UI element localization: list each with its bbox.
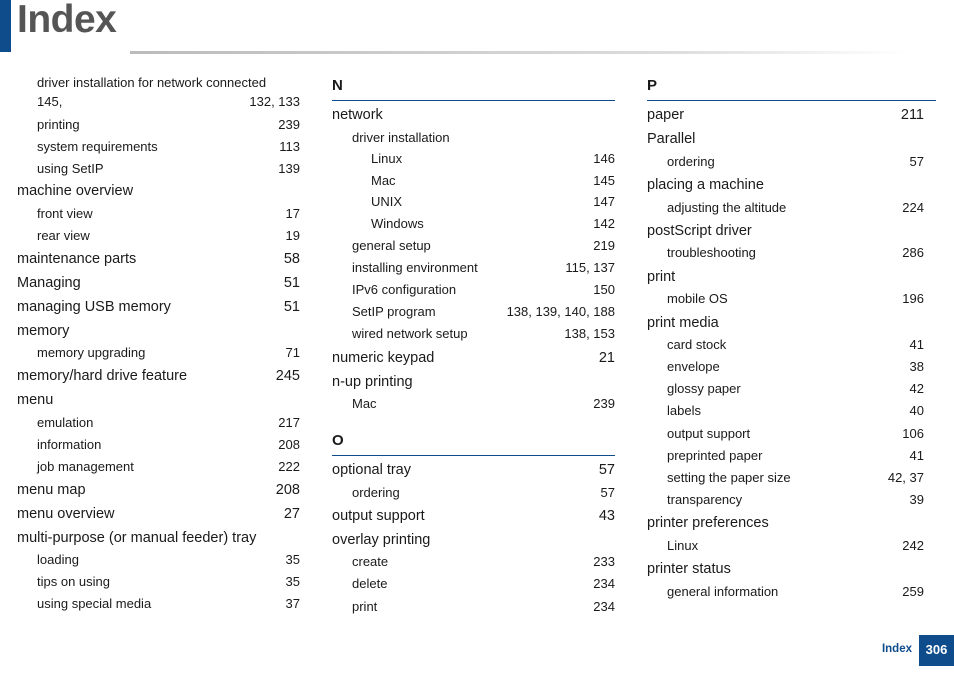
index-entry bbox=[647, 492, 930, 510]
index-entry-pages: 208 bbox=[278, 437, 300, 452]
index-entry bbox=[17, 206, 300, 224]
index-entry-label: output support bbox=[332, 508, 425, 524]
index-entry-label: labels bbox=[667, 403, 701, 418]
index-entry bbox=[17, 506, 300, 524]
index-entry bbox=[17, 392, 300, 410]
index-entry-label: glossy paper bbox=[667, 381, 741, 396]
index-entry-pages: 245 bbox=[275, 368, 300, 384]
index-entry bbox=[332, 508, 615, 526]
index-entry-label: troubleshooting bbox=[667, 245, 756, 260]
index-entry-pages: 222 bbox=[278, 459, 300, 474]
index-entry-label: using special media bbox=[37, 596, 152, 611]
index-entry-label: menu overview bbox=[17, 506, 115, 522]
index-entry-pages: 113 bbox=[279, 139, 300, 154]
index-entry bbox=[647, 584, 930, 602]
index-entry bbox=[17, 117, 300, 135]
index-entry-label: IPv6 configuration bbox=[352, 282, 457, 297]
index-entry-label: emulation bbox=[37, 415, 94, 430]
index-entry-label: Linux bbox=[371, 151, 403, 166]
index-entry-pages: 239 bbox=[278, 117, 300, 132]
index-entry-label: n-up printing bbox=[332, 374, 413, 390]
index-entry bbox=[17, 139, 300, 157]
index-entry bbox=[647, 403, 930, 421]
index-entry-pages: 27 bbox=[283, 506, 300, 522]
index-entry-label: network bbox=[332, 107, 383, 123]
index-entry-label: memory/hard drive feature bbox=[17, 368, 188, 384]
index-entry bbox=[332, 238, 615, 256]
index-entry bbox=[332, 462, 615, 480]
index-entry-pages: 219 bbox=[593, 238, 615, 253]
index-entry-label: rear view bbox=[37, 228, 90, 243]
index-entry-pages: 38 bbox=[909, 359, 924, 374]
index-entry-pages: 217 bbox=[278, 415, 300, 430]
index-entry-pages: 106 bbox=[902, 426, 924, 441]
index-entry bbox=[17, 228, 300, 246]
index-entry bbox=[647, 515, 930, 533]
index-entry bbox=[332, 396, 615, 414]
index-entry-pages: 35 bbox=[285, 574, 300, 589]
index-entry bbox=[647, 291, 930, 309]
index-entry bbox=[647, 154, 930, 172]
index-entry-pages: 138, 139, 140, 188 bbox=[506, 304, 615, 319]
index-entry-label: general information bbox=[667, 584, 779, 599]
index-entry-label: overlay printing bbox=[332, 532, 431, 548]
index-entry-label: card stock bbox=[667, 337, 727, 352]
index-entry-label: Windows bbox=[371, 216, 424, 231]
section-divider bbox=[332, 100, 615, 101]
index-entry-pages: 224 bbox=[902, 200, 924, 215]
index-entry-pages: 19 bbox=[285, 228, 300, 243]
index-entry-label: driver installation for network connected bbox=[37, 75, 267, 90]
index-entry bbox=[332, 485, 615, 503]
page-title: Index bbox=[17, 0, 117, 41]
index-entry-label: paper bbox=[647, 107, 685, 123]
index-entry bbox=[332, 130, 615, 148]
index-entry-label: tips on using bbox=[37, 574, 110, 589]
index-entry-pages: 139 bbox=[278, 161, 300, 176]
title-divider bbox=[130, 51, 910, 54]
index-entry-label: adjusting the altitude bbox=[667, 200, 787, 215]
index-entry-label: installing environment bbox=[352, 260, 478, 275]
index-entry bbox=[647, 359, 930, 377]
index-entry bbox=[332, 599, 615, 617]
index-entry bbox=[647, 538, 930, 556]
index-entry-label: driver installation bbox=[352, 130, 450, 145]
index-entry-pages: 208 bbox=[275, 482, 300, 498]
index-entry bbox=[332, 374, 615, 392]
index-entry-pages: 35 bbox=[285, 552, 300, 567]
index-entry bbox=[332, 576, 615, 594]
index-entry bbox=[332, 194, 615, 212]
index-entry bbox=[332, 554, 615, 572]
index-entry-pages: 150 bbox=[593, 282, 615, 297]
index-entry-pages: 57 bbox=[598, 462, 615, 478]
index-entry bbox=[332, 282, 615, 300]
index-entry bbox=[17, 368, 300, 386]
index-entry-label: postScript driver bbox=[647, 223, 752, 239]
index-entry-pages: 233 bbox=[593, 554, 615, 569]
index-entry-label: managing USB memory bbox=[17, 299, 171, 315]
index-entry-label: loading bbox=[37, 552, 79, 567]
index-entry-pages: 115, 137 bbox=[565, 260, 615, 275]
index-entry-label: printer status bbox=[647, 561, 731, 577]
index-entry-label: Parallel bbox=[647, 131, 696, 147]
index-entry bbox=[647, 131, 930, 149]
index-entry-label: Mac bbox=[371, 173, 396, 188]
index-entry bbox=[17, 530, 300, 548]
index-entry bbox=[647, 337, 930, 355]
section-letter: N bbox=[332, 77, 343, 94]
index-entry bbox=[647, 561, 930, 579]
index-entry-pages: 145 bbox=[593, 173, 615, 188]
index-entry bbox=[17, 596, 300, 614]
index-entry-label: using SetIP bbox=[37, 161, 104, 176]
index-entry-pages: 57 bbox=[600, 485, 615, 500]
index-entry bbox=[647, 177, 930, 195]
index-entry-label: printer preferences bbox=[647, 515, 769, 531]
index-entry-label: SetIP program bbox=[352, 304, 436, 319]
index-entry-pages: 234 bbox=[593, 576, 615, 591]
index-entry-label: menu map bbox=[17, 482, 86, 498]
index-entry-label: system requirements bbox=[37, 139, 158, 154]
index-entry-pages: 51 bbox=[283, 299, 300, 315]
index-entry-label: ordering bbox=[352, 485, 400, 500]
index-entry-label: create bbox=[352, 554, 389, 569]
index-entry-label: print bbox=[352, 599, 378, 614]
index-entry-pages: 42, 37 bbox=[887, 470, 924, 485]
section-divider bbox=[647, 100, 936, 101]
index-entry-label: information bbox=[37, 437, 102, 452]
index-entry-label: numeric keypad bbox=[332, 350, 435, 366]
index-entry-label: print bbox=[647, 269, 676, 285]
index-entry bbox=[332, 107, 615, 125]
index-entry-label: output support bbox=[667, 426, 751, 441]
index-entry-pages: 146 bbox=[593, 151, 615, 166]
index-entry-label: transparency bbox=[667, 492, 743, 507]
index-entry-label: Linux bbox=[667, 538, 699, 553]
index-entry bbox=[17, 482, 300, 500]
index-entry-label: envelope bbox=[667, 359, 720, 374]
index-entry bbox=[647, 470, 930, 488]
index-entry-pages: 41 bbox=[909, 337, 924, 352]
index-entry bbox=[332, 350, 615, 368]
index-entry-pages: 17 bbox=[285, 206, 300, 221]
index-entry bbox=[647, 315, 930, 333]
index-entry-label: mobile OS bbox=[667, 291, 728, 306]
index-entry-label: memory upgrading bbox=[37, 345, 146, 360]
index-entry-label: memory bbox=[17, 323, 70, 339]
index-entry-pages: 259 bbox=[902, 584, 924, 599]
index-entry bbox=[332, 326, 615, 344]
index-entry bbox=[647, 426, 930, 444]
index-entry bbox=[17, 275, 300, 293]
index-entry-pages: 57 bbox=[909, 154, 924, 169]
index-entry-pages: 40 bbox=[909, 403, 924, 418]
index-entry bbox=[17, 161, 300, 179]
index-entry-label: machine overview bbox=[17, 183, 134, 199]
index-entry-label: delete bbox=[352, 576, 388, 591]
index-entry-pages: 51 bbox=[283, 275, 300, 291]
index-entry bbox=[17, 415, 300, 433]
index-entry-label: 145, bbox=[37, 94, 63, 109]
index-entry-pages: 41 bbox=[909, 448, 924, 463]
section-divider bbox=[332, 455, 615, 456]
index-entry bbox=[332, 304, 615, 322]
index-entry-label: front view bbox=[37, 206, 93, 221]
index-entry-label: menu bbox=[17, 392, 54, 408]
index-entry bbox=[647, 448, 930, 466]
index-entry-pages: 21 bbox=[598, 350, 615, 366]
index-entry-pages: 58 bbox=[283, 251, 300, 267]
index-entry bbox=[17, 459, 300, 477]
index-entry-label: preprinted paper bbox=[667, 448, 763, 463]
index-entry-label: maintenance parts bbox=[17, 251, 137, 267]
index-entry bbox=[332, 532, 615, 550]
index-entry-pages: 211 bbox=[900, 107, 924, 123]
index-entry bbox=[332, 151, 615, 169]
index-entry bbox=[17, 251, 300, 269]
index-entry bbox=[647, 245, 930, 263]
index-entry bbox=[17, 183, 300, 201]
index-entry-label: printing bbox=[37, 117, 80, 132]
section-letter: P bbox=[647, 77, 658, 94]
index-entry bbox=[17, 75, 300, 93]
index-entry bbox=[332, 216, 615, 234]
section-letter: O bbox=[332, 432, 344, 449]
index-entry bbox=[647, 381, 930, 399]
index-entry bbox=[17, 345, 300, 363]
index-entry bbox=[647, 107, 930, 125]
index-entry-pages: 132, 133 bbox=[249, 94, 300, 109]
index-entry-label: multi-purpose (or manual feeder) tray bbox=[17, 530, 257, 546]
page-number: 306 bbox=[919, 635, 954, 666]
index-entry bbox=[17, 552, 300, 570]
index-entry-label: Managing bbox=[17, 275, 81, 291]
index-entry bbox=[647, 269, 930, 287]
index-entry bbox=[332, 260, 615, 278]
index-entry-pages: 196 bbox=[902, 291, 924, 306]
index-entry bbox=[17, 299, 300, 317]
footer-section-label: Index bbox=[881, 643, 912, 655]
index-entry-pages: 234 bbox=[593, 599, 615, 614]
index-entry-label: print media bbox=[647, 315, 719, 331]
index-entry-label: optional tray bbox=[332, 462, 411, 478]
index-entry-label: job management bbox=[37, 459, 134, 474]
index-entry-pages: 242 bbox=[902, 538, 924, 553]
index-entry bbox=[647, 223, 930, 241]
index-entry-label: general setup bbox=[352, 238, 431, 253]
index-entry-pages: 42 bbox=[909, 381, 924, 396]
index-entry-label: setting the paper size bbox=[667, 470, 791, 485]
index-entry-pages: 71 bbox=[285, 345, 300, 360]
index-entry bbox=[17, 94, 300, 112]
index-entry bbox=[17, 574, 300, 592]
index-entry-label: ordering bbox=[667, 154, 715, 169]
index-entry-pages: 138, 153 bbox=[564, 326, 615, 341]
index-entry-pages: 142 bbox=[593, 216, 615, 231]
index-entry bbox=[17, 323, 300, 341]
index-entry-pages: 286 bbox=[902, 245, 924, 260]
index-entry-pages: 43 bbox=[598, 508, 615, 524]
index-entry-label: Mac bbox=[352, 396, 377, 411]
index-entry-label: wired network setup bbox=[352, 326, 468, 341]
index-entry-label: placing a machine bbox=[647, 177, 764, 193]
index-entry-pages: 239 bbox=[593, 396, 615, 411]
index-entry bbox=[17, 437, 300, 455]
index-entry-label: UNIX bbox=[371, 194, 403, 209]
index-entry-pages: 39 bbox=[909, 492, 924, 507]
index-entry bbox=[647, 200, 930, 218]
index-entry bbox=[332, 173, 615, 191]
index-entry-pages: 147 bbox=[593, 194, 615, 209]
header-accent-bar bbox=[0, 0, 11, 52]
index-entry-pages: 37 bbox=[285, 596, 300, 611]
